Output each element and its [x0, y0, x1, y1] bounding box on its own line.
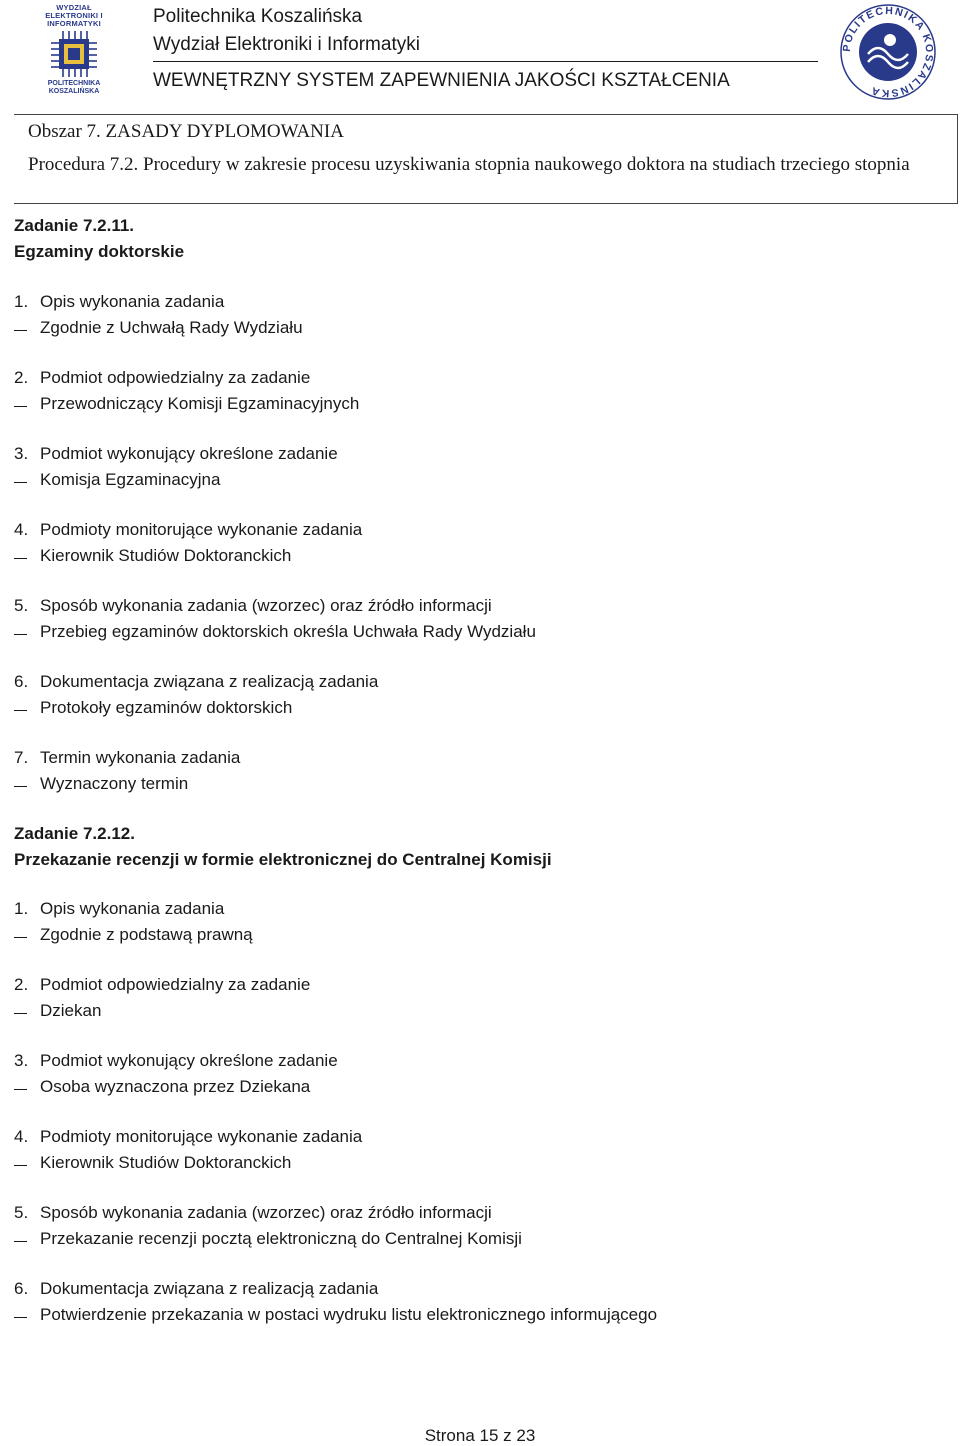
list-item-value: Przebieg egzaminów doktorskich określa Uchwała Rady Wydziału [40, 622, 536, 641]
dash-bullet [14, 1013, 27, 1014]
university-logo-text: POLITECHNIKA KOSZALIŃSKA [47, 80, 101, 95]
list-item-value: Przekazanie recenzji pocztą elektroniczną do Centralnej Komisji [40, 1229, 522, 1248]
university-seal-icon [838, 2, 938, 102]
page-number: Strona 15 z 23 [424, 1426, 536, 1445]
list-item-value: Osoba wyznaczona przez Dziekana [40, 1077, 311, 1096]
dash-bullet [14, 1089, 27, 1090]
task1-name: Egzaminy doktorskie [14, 242, 185, 261]
faculty-logo-text: WYDZIAŁ ELEKTRONIKI I INFORMATYKI [45, 3, 103, 28]
list-item: 5. Sposób wykonania zadania (wzorzec) oraz źródło informacji [14, 1203, 492, 1222]
dash-bullet [14, 937, 27, 938]
list-item: 7. Termin wykonania zadania [14, 748, 241, 767]
header-divider [153, 61, 818, 62]
list-item: 2. Podmiot odpowiedzialny za zadanie [14, 975, 311, 994]
dash-bullet [14, 634, 27, 635]
list-item-value: Przewodniczący Komisji Egzaminacyjnych [40, 394, 360, 413]
dash-bullet [14, 330, 27, 331]
list-item: 1. Opis wykonania zadania [14, 899, 225, 918]
list-item: 2. Podmiot odpowiedzialny za zadanie [14, 368, 311, 387]
university-name: Politechnika Koszalińska [153, 6, 363, 27]
dash-bullet [14, 406, 27, 407]
list-item-value: Potwierdzenie przekazania w postaci wydruku listu elektronicznego informującego [40, 1305, 658, 1324]
list-item-value: Kierownik Studiów Doktoranckich [40, 546, 292, 565]
list-item-value: Zgodnie z podstawą prawną [40, 925, 253, 944]
list-item: 3. Podmiot wykonujący określone zadanie [14, 1051, 338, 1070]
dash-bullet [14, 1241, 27, 1242]
list-item: 5. Sposób wykonania zadania (wzorzec) oraz źródło informacji [14, 596, 492, 615]
list-item-value: Komisja Egzaminacyjna [40, 470, 221, 489]
dash-bullet [14, 558, 27, 559]
list-item-value: Zgodnie z Uchwałą Rady Wydziału [40, 318, 303, 337]
list-item: 4. Podmioty monitorujące wykonanie zadania [14, 1127, 363, 1146]
task2-name: Przekazanie recenzji w formie elektronicznej do Centralnej Komisji [14, 850, 552, 869]
seal-text: POLITECHNIKA KOSZALIŃSKA [840, 4, 936, 100]
task1-id: Zadanie 7.2.11. [14, 216, 135, 235]
area-title: Obszar 7. ZASADY DYPLOMOWANIA [28, 121, 344, 142]
list-item-value: Wyznaczony termin [40, 774, 189, 793]
task2-id: Zadanie 7.2.12. [14, 824, 135, 843]
list-item-value: Dziekan [40, 1001, 102, 1020]
faculty-logo [40, 4, 108, 98]
dash-bullet [14, 710, 27, 711]
list-item: 1. Opis wykonania zadania [14, 292, 225, 311]
system-name: WEWNĘTRZNY SYSTEM ZAPEWNIENIA JAKOŚCI KSZTAŁCENIA [153, 70, 730, 91]
dash-bullet [14, 1165, 27, 1166]
list-item: 6. Dokumentacja związana z realizacją zadania [14, 672, 379, 691]
list-item: 6. Dokumentacja związana z realizacją zadania [14, 1279, 379, 1298]
faculty-name: Wydział Elektroniki i Informatyki [153, 34, 420, 55]
dash-bullet [14, 1317, 27, 1318]
dash-bullet [14, 482, 27, 483]
dash-bullet [14, 786, 27, 787]
list-item-value: Protokoły egzaminów doktorskich [40, 698, 293, 717]
chip-icon [51, 31, 97, 77]
list-item-value: Kierownik Studiów Doktoranckich [40, 1153, 292, 1172]
list-item: 3. Podmiot wykonujący określone zadanie [14, 444, 338, 463]
list-item: 4. Podmioty monitorujące wykonanie zadania [14, 520, 363, 539]
procedure-title: Procedura 7.2. Procedury w zakresie procesu uzyskiwania stopnia naukowego doktora na studiach trzeciego stopnia [28, 154, 910, 175]
